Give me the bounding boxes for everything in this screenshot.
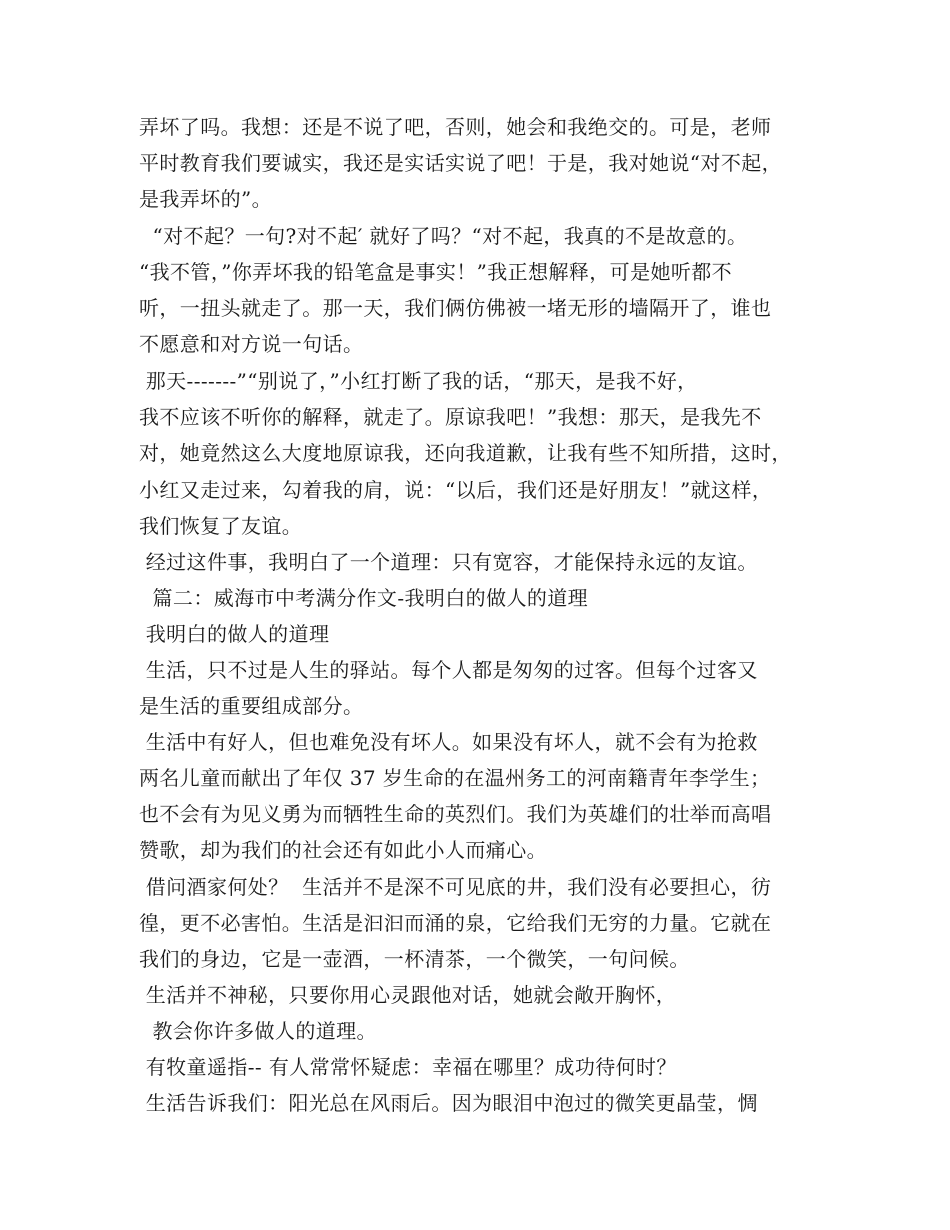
text-line: 平时教育我们要诚实，我还是实话实说了吧！于是，我对她说“对不起， [139,151,783,175]
text-line: 两名儿童而献出了年仅 37 岁生命的在温州务工的河南籍青年李学生； [139,766,771,790]
text-line: 那天-------”“别说了，”小红打断了我的话，“那天，是我不好， [139,369,698,393]
text-line: “我不管，”你弄坏我的铅笔盒是事实！”我正想解释，可是她听都不 [139,260,733,284]
text-line: 对，她竟然这么大度地原谅我，还向我道歉，让我有些不知所措，这时， [139,441,792,465]
text-line: 生活告诉我们：阳光总在风雨后。因为眼泪中泡过的微笑更晶莹，惆 [139,1091,758,1115]
text-line: 借问酒家何处？ 生活并不是深不可见底的井，我们没有必要担心，彷 [139,875,772,899]
text-line: 教会你许多做人的道理。 [139,1019,377,1043]
text-line: 生活中有好人，但也难免没有坏人。如果没有坏人，就不会有为抢救 [139,730,758,754]
text-line: 有牧童遥指-- 有人常常怀疑虑：幸福在哪里？成功待何时？ [139,1055,677,1079]
text-line: 生活，只不过是人生的驿站。每个人都是匆匆的过客。但每个过客又 [139,658,758,682]
text-line: 生活并不神秘，只要你用心灵跟他对话，她就会敞开胸怀， [139,983,677,1007]
text-line: 是我弄坏的”。 [139,187,273,211]
text-line: 我们的身边，它是一壶酒，一杯清茶，一个微笑，一句问候。 [139,947,690,971]
essay-title: 我明白的做人的道理 [139,622,330,646]
text-line: 经过这件事，我明白了一个道理：只有宽容，才能保持永远的友谊。 [139,550,758,574]
text-line: 听，一扭头就走了。那一天，我们俩仿佛被一堵无形的墙隔开了，谁也 [139,296,772,320]
section-heading: 篇二：威海市中考满分作文-我明白的做人的道理 [139,586,589,610]
text-line: 弄坏了吗。我想：还是不说了吧，否则，她会和我绝交的。可是，老师 [139,115,772,139]
text-line: 也不会有为见义勇为而牺牲生命的英烈们。我们为英雄们的壮举而高唱 [139,802,772,826]
text-line: 徨，更不必害怕。生活是汩汩而涌的泉，它给我们无穷的力量。它就在 [139,911,772,935]
text-line: 我不应该不听你的解释，就走了。原谅我吧！”我想：那天，是我先不 [139,405,762,429]
text-line: 赞歌，却为我们的社会还有如此小人而痛心。 [139,838,547,862]
text-line: 不愿意和对方说一句话。 [139,332,364,356]
text-line: “对不起？一句?对不起′ 就好了吗？“对不起，我真的不是故意的。 [139,224,748,248]
text-line: 我们恢复了友谊。 [139,514,303,538]
text-line: 是生活的重要组成部分。 [139,694,364,718]
text-line: 小红又走过来，勾着我的肩，说：“以后，我们还是好朋友！”就这样， [139,478,773,502]
